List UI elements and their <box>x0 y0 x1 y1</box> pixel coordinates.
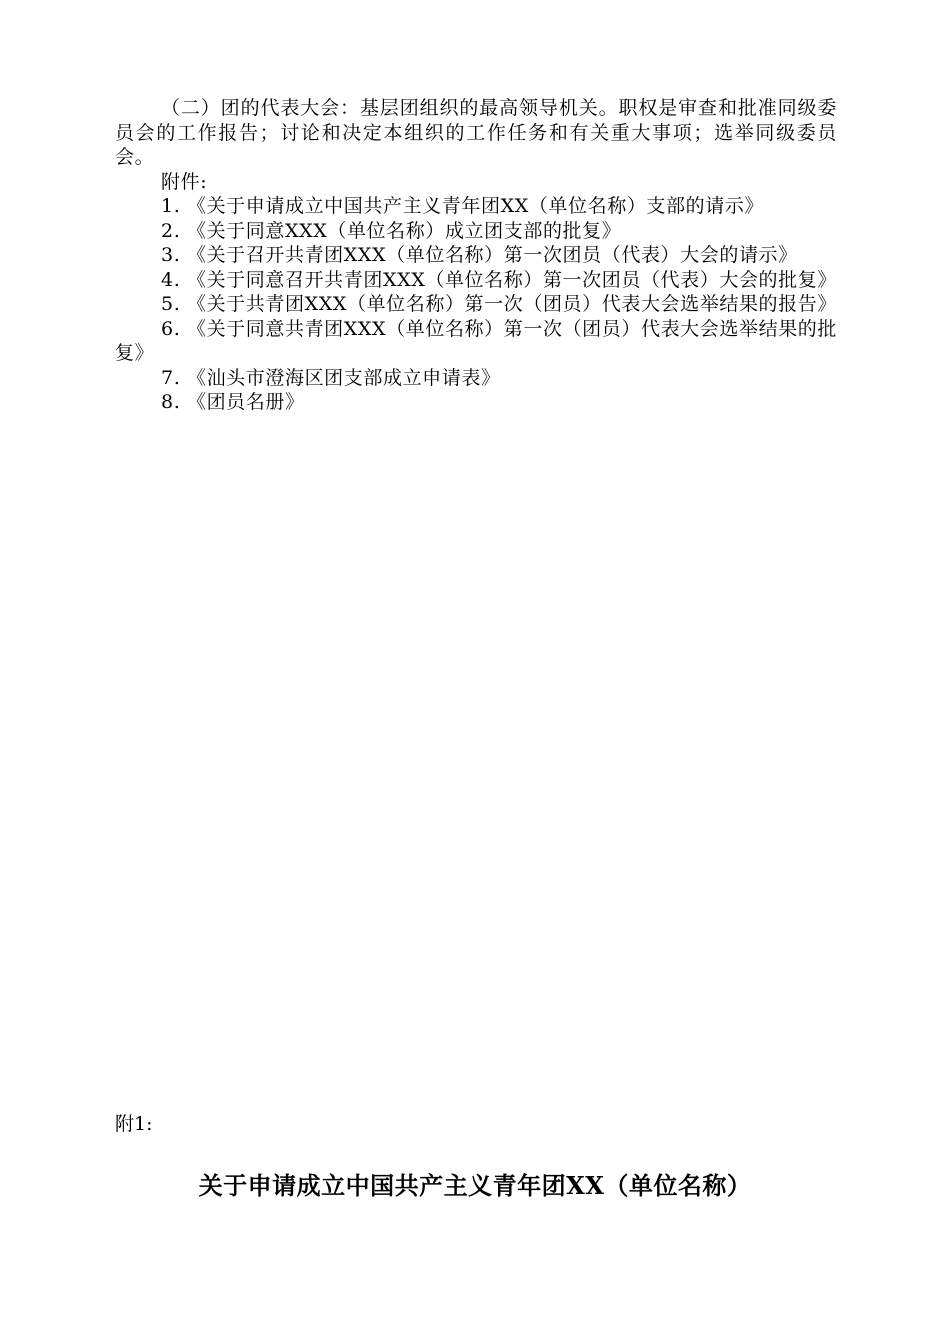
attachment-item-5: 5. 《关于共青团XXX（单位名称）第一次（团员）代表大会选举结果的报告》 <box>161 293 837 315</box>
attachment-item-7: 7. 《汕头市澄海区团支部成立申请表》 <box>161 366 501 389</box>
attachment-item-2: 2. 《关于同意XXX（单位名称）成立团支部的批复》 <box>161 219 622 242</box>
attachments-label: 附件: <box>161 170 208 193</box>
attachment-item-4: 4. 《关于同意召开共青团XXX（单位名称）第一次团员（代表）大会的批复》 <box>161 268 837 291</box>
document-body <box>115 96 837 415</box>
appendix-label: 附1: <box>115 1113 153 1135</box>
attachment-item-1: 1. 《关于申请成立中国共产主义青年团XX（单位名称）支部的请示》 <box>161 195 765 217</box>
section-two-paragraph: （二）团的代表大会：基层团组织的最高领导机关。职权是审查和批准同级委员会的工作报告；讨论和决定本组织的工作任务和有关重大事项；选举同级委员会。 <box>115 97 837 168</box>
appendix-title: 关于申请成立中国共产主义青年团XX（单位名称） <box>198 1171 752 1200</box>
attachment-item-3: 3. 《关于召开共青团XXX（单位名称）第一次团员（代表）大会的请示》 <box>161 244 798 266</box>
attachment-item-8: 8. 《团员名册》 <box>161 391 305 413</box>
attachment-item-6: 6. 《关于同意共青团XXX（单位名称）第一次（团员）代表大会选举结果的批复》 <box>115 317 837 364</box>
